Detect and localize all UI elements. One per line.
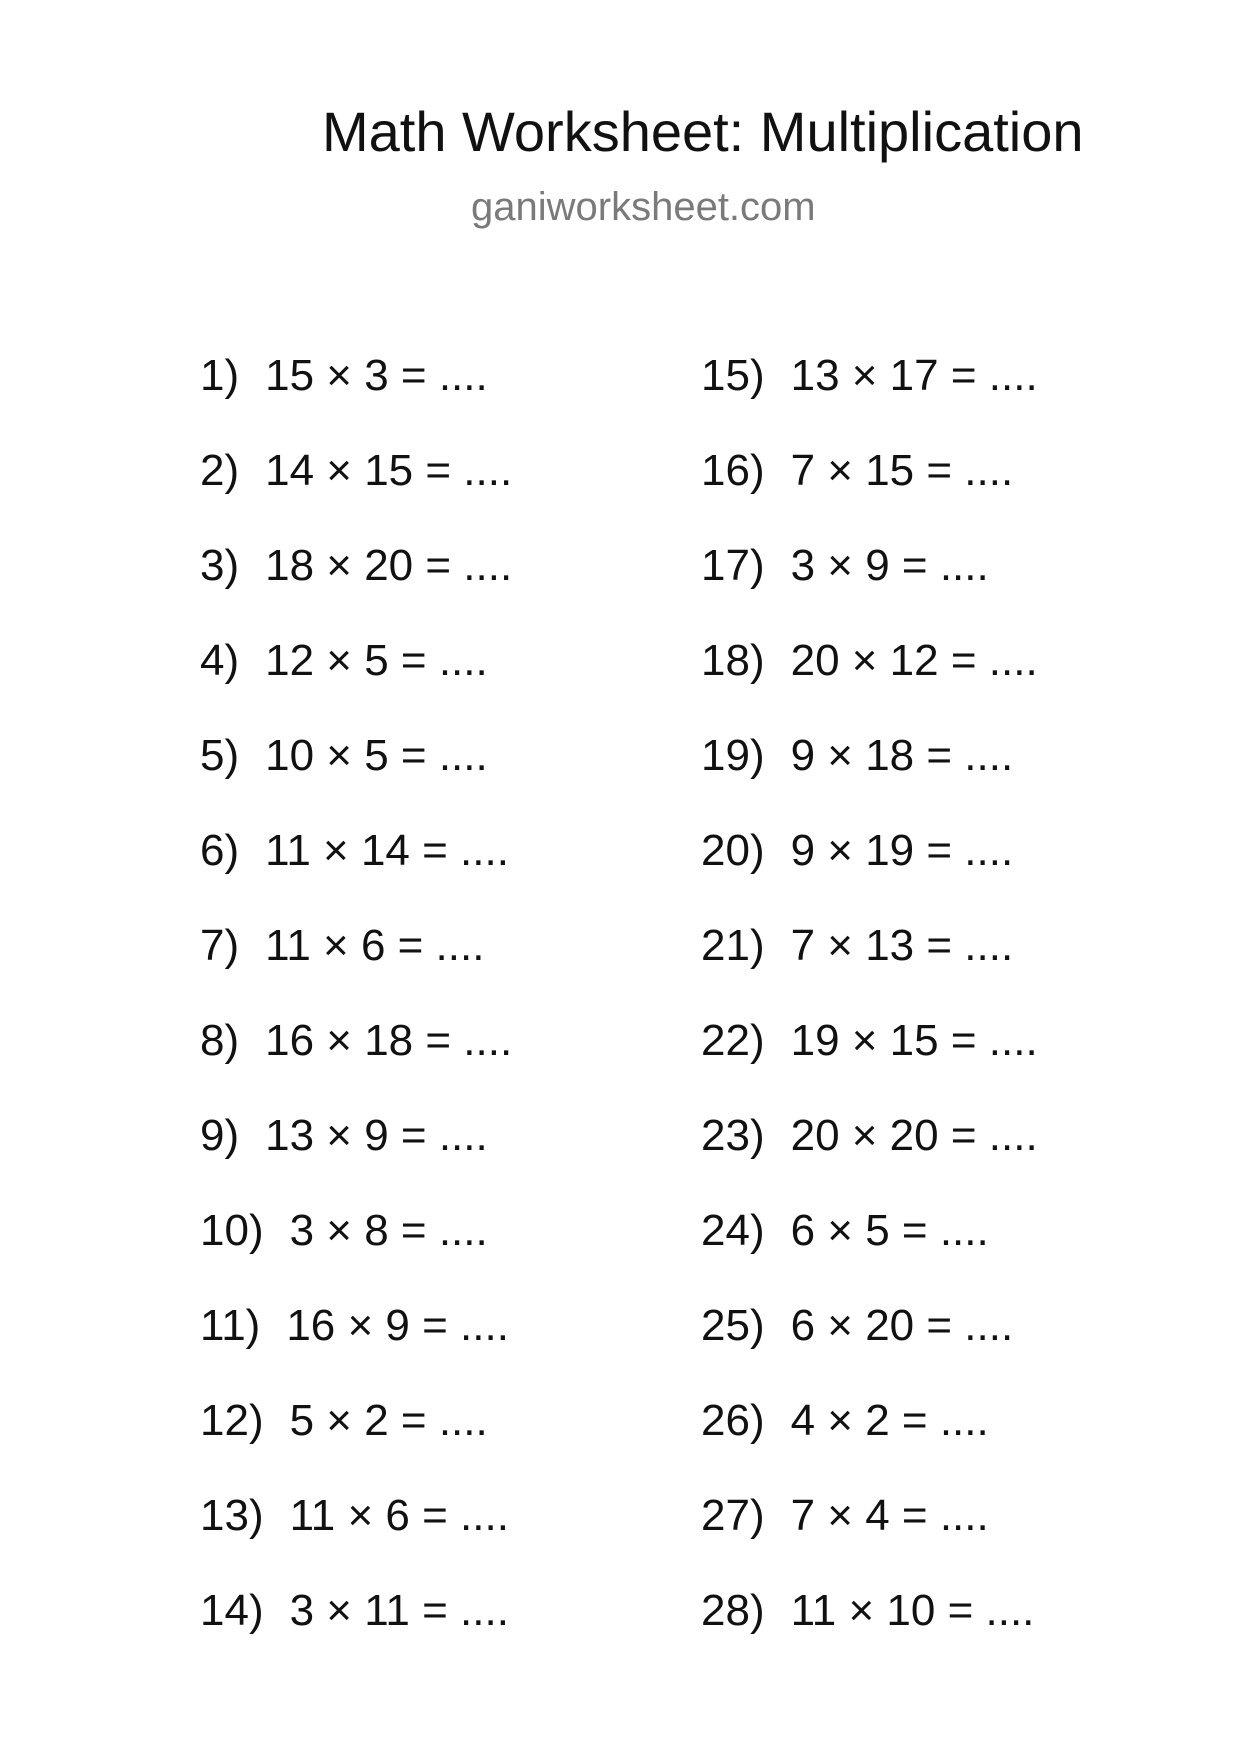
problem-number: 3) <box>200 541 240 590</box>
problem-item <box>701 1395 1038 1490</box>
problem-expression: 11 × 10 = .... <box>790 1586 1035 1635</box>
problem-item <box>200 825 512 920</box>
problem-item <box>701 1585 1038 1680</box>
problem-item <box>200 1585 512 1680</box>
problem-item <box>701 1300 1038 1395</box>
problem-item <box>701 350 1038 445</box>
problem-item <box>701 920 1038 1015</box>
problem-expression: 19 × 15 = .... <box>790 1016 1038 1065</box>
problem-expression: 6 × 5 = .... <box>790 1206 989 1255</box>
problem-expression: 10 × 5 = .... <box>265 731 488 780</box>
problem-number: 22) <box>701 1016 765 1065</box>
problem-item <box>200 1300 512 1395</box>
problem-item <box>200 1490 512 1585</box>
problem-number: 25) <box>701 1301 765 1350</box>
problem-expression: 20 × 20 = .... <box>790 1111 1038 1160</box>
problem-expression: 18 × 20 = .... <box>265 541 513 590</box>
worksheet-title: Math Worksheet: Multiplication <box>322 100 1084 163</box>
problem-item <box>200 1205 512 1300</box>
problem-expression: 16 × 18 = .... <box>265 1016 513 1065</box>
problem-item <box>200 445 512 540</box>
problem-item <box>701 540 1038 635</box>
problem-expression: 3 × 11 = .... <box>289 1586 509 1635</box>
problem-expression: 14 × 15 = .... <box>265 446 513 495</box>
problem-item <box>200 635 512 730</box>
problem-column-left <box>200 350 512 1680</box>
problem-expression: 3 × 9 = .... <box>790 541 989 590</box>
problem-expression: 9 × 18 = .... <box>790 731 1014 780</box>
problem-item <box>200 350 512 445</box>
problem-expression: 20 × 12 = .... <box>790 636 1038 685</box>
problem-expression: 15 × 3 = .... <box>265 351 488 400</box>
problem-number: 6) <box>200 826 240 875</box>
site-url: ganiworksheet.com <box>471 185 816 229</box>
problem-number: 24) <box>701 1206 765 1255</box>
problem-expression: 11 × 14 = .... <box>265 826 509 875</box>
problem-item <box>701 1490 1038 1585</box>
problem-number: 5) <box>200 731 240 780</box>
problem-number: 15) <box>701 351 765 400</box>
problem-item <box>200 1395 512 1490</box>
problem-number: 11) <box>200 1301 261 1350</box>
problem-number: 8) <box>200 1016 240 1065</box>
problem-expression: 11 × 6 = .... <box>289 1491 509 1540</box>
problem-number: 16) <box>701 446 765 495</box>
problem-expression: 4 × 2 = .... <box>790 1396 989 1445</box>
problem-item <box>200 730 512 825</box>
problem-item <box>200 1110 512 1205</box>
problem-number: 7) <box>200 921 240 970</box>
problem-item <box>701 730 1038 825</box>
problem-number: 23) <box>701 1111 765 1160</box>
problem-number: 2) <box>200 446 240 495</box>
problem-expression: 11 × 6 = .... <box>265 921 485 970</box>
problem-number: 28) <box>701 1586 765 1635</box>
problem-expression: 13 × 17 = .... <box>790 351 1038 400</box>
problem-expression: 12 × 5 = .... <box>265 636 488 685</box>
problem-item <box>701 635 1038 730</box>
problem-expression: 7 × 15 = .... <box>790 446 1014 495</box>
problem-item <box>200 540 512 635</box>
problem-number: 26) <box>701 1396 765 1445</box>
problem-number: 17) <box>701 541 765 590</box>
problem-expression: 9 × 19 = .... <box>790 826 1014 875</box>
problem-item <box>200 1015 512 1110</box>
problem-expression: 16 × 9 = .... <box>286 1301 509 1350</box>
problem-number: 4) <box>200 636 240 685</box>
problem-number: 12) <box>200 1396 264 1445</box>
problem-number: 13) <box>200 1491 264 1540</box>
problem-number: 19) <box>701 731 765 780</box>
problem-number: 20) <box>701 826 765 875</box>
problem-number: 27) <box>701 1491 765 1540</box>
problem-column-right <box>701 350 1038 1680</box>
problem-item <box>701 1110 1038 1205</box>
problem-expression: 5 × 2 = .... <box>289 1396 488 1445</box>
problem-number: 21) <box>701 921 765 970</box>
problem-number: 10) <box>200 1206 264 1255</box>
problem-item <box>701 825 1038 920</box>
problem-number: 18) <box>701 636 765 685</box>
problem-item <box>701 445 1038 540</box>
problem-item <box>701 1205 1038 1300</box>
problem-expression: 13 × 9 = .... <box>265 1111 488 1160</box>
problem-item <box>200 920 512 1015</box>
problem-number: 14) <box>200 1586 264 1635</box>
problem-expression: 7 × 13 = .... <box>790 921 1014 970</box>
problem-number: 1) <box>200 351 240 400</box>
problem-number: 9) <box>200 1111 240 1160</box>
problem-expression: 3 × 8 = .... <box>289 1206 488 1255</box>
problem-item <box>701 1015 1038 1110</box>
problem-expression: 6 × 20 = .... <box>790 1301 1014 1350</box>
problem-expression: 7 × 4 = .... <box>790 1491 989 1540</box>
